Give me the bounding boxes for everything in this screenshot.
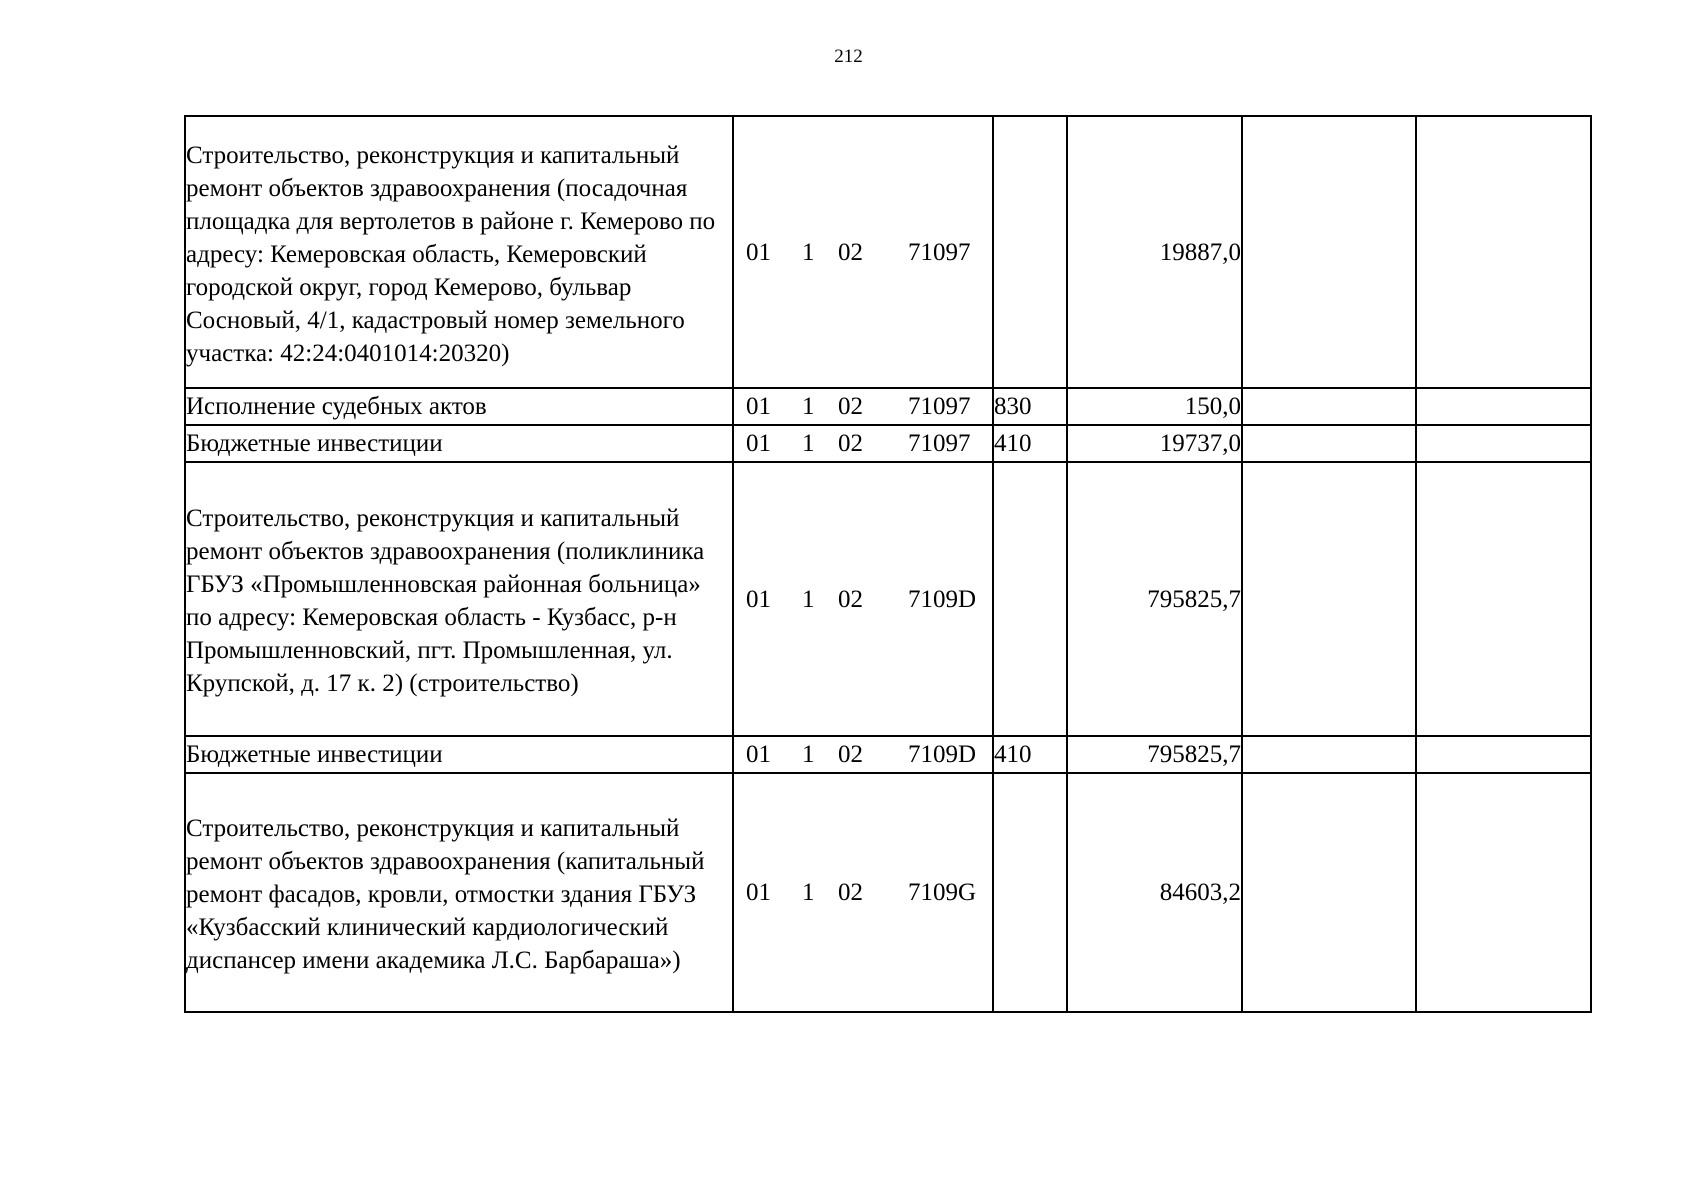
code-direction: 71097 (908, 393, 971, 420)
row-name: Бюджетные инвестиции (185, 425, 733, 462)
amount-cell-3 (1416, 425, 1591, 462)
code-event: 02 (838, 585, 863, 613)
code-program: 01 (746, 585, 771, 613)
table-row (185, 116, 1591, 388)
code-event: 02 (838, 393, 863, 420)
code-subprogram: 1 (802, 238, 815, 266)
target-article-code (733, 116, 993, 388)
expense-type-cell: 410 (993, 425, 1067, 462)
code-direction: 7109D (908, 585, 977, 613)
amount-cell: 795825,7 (1067, 736, 1242, 773)
code-subprogram: 1 (802, 430, 815, 457)
table-row (185, 462, 1591, 736)
code-event: 02 (838, 879, 863, 906)
target-article-code (733, 773, 993, 1012)
code-event: 02 (838, 238, 863, 266)
amount-cell-3 (1416, 116, 1591, 388)
target-article-code (733, 462, 993, 736)
table-row (185, 425, 1591, 462)
code-program: 01 (746, 741, 771, 768)
table-row (185, 736, 1591, 773)
amount-cell-3 (1416, 736, 1591, 773)
row-name: Исполнение судебных актов (185, 388, 733, 425)
page-number: 212 (834, 46, 863, 67)
amount-cell: 150,0 (1067, 388, 1242, 425)
target-article-code (733, 736, 993, 773)
expense-type-cell: 830 (993, 388, 1067, 425)
table-row (185, 388, 1591, 425)
target-article-code (733, 388, 993, 425)
amount-cell: 19887,0 (1067, 116, 1242, 388)
expense-type-cell (993, 116, 1067, 388)
code-program: 01 (746, 879, 771, 906)
amount-cell-2 (1242, 462, 1416, 736)
code-subprogram: 1 (802, 879, 815, 906)
target-article-code (733, 425, 993, 462)
code-event: 02 (838, 430, 863, 457)
code-direction: 7109D (908, 741, 977, 768)
amount-cell: 84603,2 (1067, 773, 1242, 1012)
code-direction: 71097 (908, 238, 971, 266)
budget-table (184, 115, 1592, 1013)
code-subprogram: 1 (802, 741, 815, 768)
table-row (185, 773, 1591, 1012)
row-name: Строительство, реконструкция и капитальный ремонт объектов здравоохранения (капитальный ремонт фасадов, кровли, отмостки здания ГБУЗ «Кузбасский клинический кардиологический диспансер имени академика Л.С. Барбараша») (185, 773, 733, 1012)
expense-type-cell (993, 462, 1067, 736)
amount-cell-3 (1416, 773, 1591, 1012)
code-subprogram: 1 (802, 393, 815, 420)
amount-cell-2 (1242, 773, 1416, 1012)
row-name: Строительство, реконструкция и капитальный ремонт объектов здравоохранения (поликлиника ГБУЗ «Промышленновская районная больница» по адресу: Кемеровская область - Кузбасс, р-н Промышленновский, пгт. Промышленная, ул. Крупской, д. 17 к. 2) (строительство) (185, 462, 733, 736)
code-program: 01 (746, 430, 771, 457)
row-name: Строительство, реконструкция и капитальный ремонт объектов здравоохранения (посадочная площадка для вертолетов в районе г. Кемерово по адресу: Кемеровская область, Кемеровский городской округ, город Кемерово, бульвар Сосновый, 4/1, кадастровый номер земельного участка: 42:24:0401014:20320) (185, 116, 733, 388)
expense-type-cell (993, 773, 1067, 1012)
amount-cell-2 (1242, 116, 1416, 388)
amount-cell-2 (1242, 736, 1416, 773)
amount-cell: 19737,0 (1067, 425, 1242, 462)
amount-cell-2 (1242, 425, 1416, 462)
code-program: 01 (746, 238, 771, 266)
code-program: 01 (746, 393, 771, 420)
code-event: 02 (838, 741, 863, 768)
amount-cell-3 (1416, 462, 1591, 736)
code-subprogram: 1 (802, 585, 815, 613)
row-name: Бюджетные инвестиции (185, 736, 733, 773)
amount-cell: 795825,7 (1067, 462, 1242, 736)
expense-type-cell: 410 (993, 736, 1067, 773)
code-direction: 71097 (908, 430, 971, 457)
code-direction: 7109G (908, 879, 977, 906)
amount-cell-2 (1242, 388, 1416, 425)
amount-cell-3 (1416, 388, 1591, 425)
